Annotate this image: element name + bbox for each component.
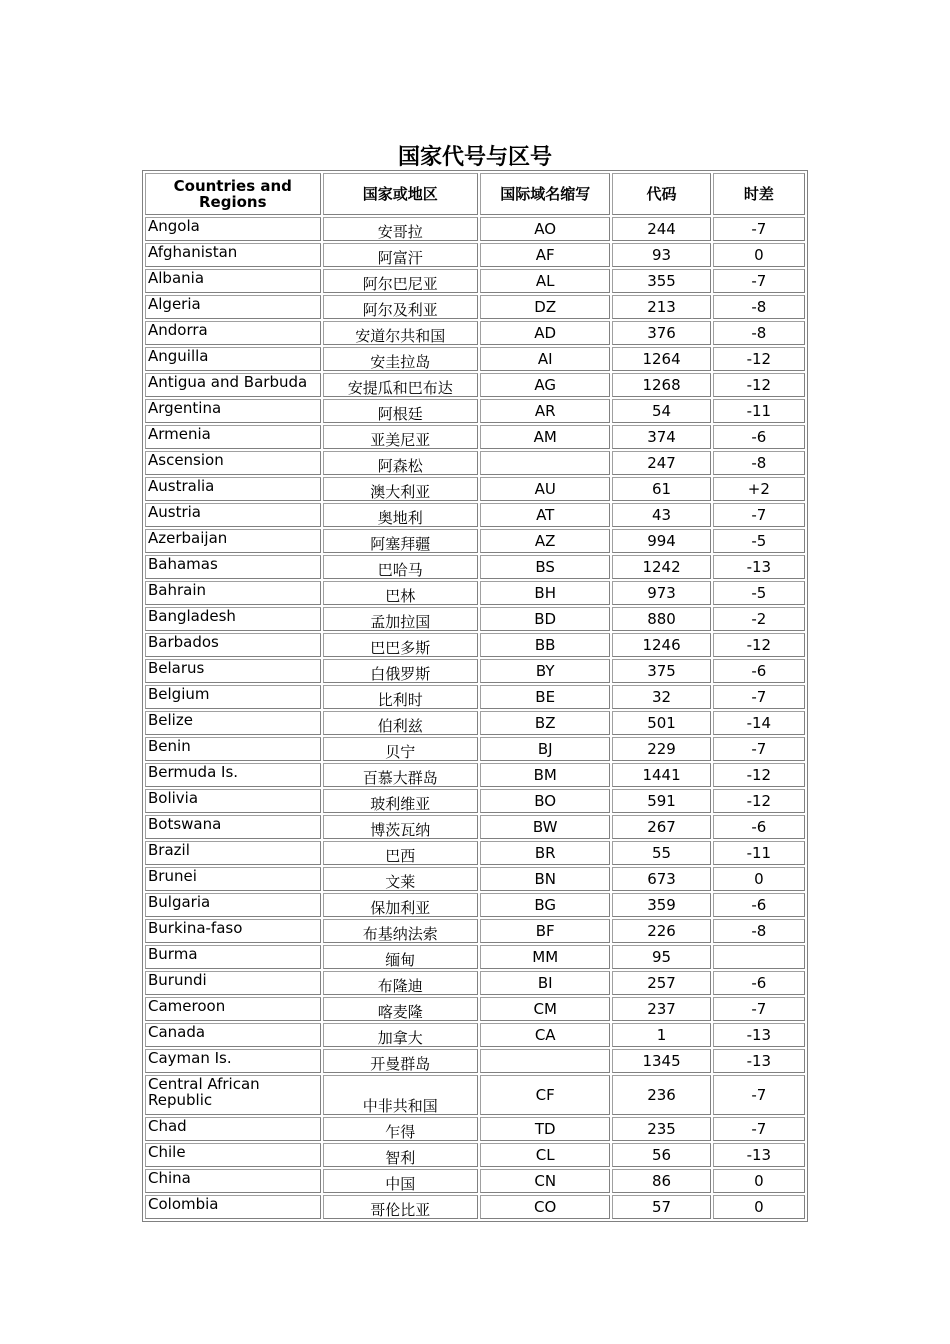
cell-country-en: Belgium xyxy=(145,685,321,709)
cell-country-cn: 白俄罗斯 xyxy=(323,659,478,683)
cell-code: 1242 xyxy=(612,555,710,579)
table-row xyxy=(145,971,805,995)
cell-country-cn: 智利 xyxy=(323,1143,478,1167)
cell-country-cn: 伯利兹 xyxy=(323,711,478,735)
cell-country-en: Bolivia xyxy=(145,789,321,813)
cell-time-diff: -8 xyxy=(713,919,805,943)
cell-domain: MM xyxy=(480,945,610,969)
cell-time-diff: -6 xyxy=(713,659,805,683)
cell-time-diff: -13 xyxy=(713,1049,805,1073)
cell-country-en: Brazil xyxy=(145,841,321,865)
cell-country-en: Antigua and Barbuda xyxy=(145,373,321,397)
cell-code: 244 xyxy=(612,217,710,241)
cell-code: 55 xyxy=(612,841,710,865)
cell-country-en: Belarus xyxy=(145,659,321,683)
cell-time-diff: -7 xyxy=(713,217,805,241)
cell-country-cn: 喀麦隆 xyxy=(323,997,478,1021)
cell-code: 359 xyxy=(612,893,710,917)
cell-code: 591 xyxy=(612,789,710,813)
table-row xyxy=(145,841,805,865)
cell-country-cn: 安道尔共和国 xyxy=(323,321,478,345)
table-body xyxy=(145,217,805,1219)
table-row xyxy=(145,1023,805,1047)
table-row xyxy=(145,477,805,501)
cell-country-cn: 安提瓜和巴布达 xyxy=(323,373,478,397)
cell-code: 56 xyxy=(612,1143,710,1167)
cell-country-cn: 阿富汗 xyxy=(323,243,478,267)
cell-domain: BJ xyxy=(480,737,610,761)
cell-domain: AD xyxy=(480,321,610,345)
cell-country-en: Colombia xyxy=(145,1195,321,1219)
table-row xyxy=(145,607,805,631)
cell-country-en: Austria xyxy=(145,503,321,527)
cell-country-cn: 玻利维亚 xyxy=(323,789,478,813)
table-row xyxy=(145,269,805,293)
cell-domain: DZ xyxy=(480,295,610,319)
table-row xyxy=(145,1195,805,1219)
table-row xyxy=(145,555,805,579)
table-row xyxy=(145,425,805,449)
table-row xyxy=(145,243,805,267)
cell-code: 1 xyxy=(612,1023,710,1047)
cell-country-cn: 布基纳法索 xyxy=(323,919,478,943)
cell-domain: AO xyxy=(480,217,610,241)
cell-country-en: Brunei xyxy=(145,867,321,891)
cell-time-diff: +2 xyxy=(713,477,805,501)
cell-country-en: Barbados xyxy=(145,633,321,657)
cell-code: 1268 xyxy=(612,373,710,397)
cell-country-cn: 缅甸 xyxy=(323,945,478,969)
table-header-row xyxy=(145,173,805,215)
table-row xyxy=(145,789,805,813)
cell-country-cn: 贝宁 xyxy=(323,737,478,761)
cell-country-en: Azerbaijan xyxy=(145,529,321,553)
cell-domain: CL xyxy=(480,1143,610,1167)
cell-code: 1441 xyxy=(612,763,710,787)
cell-code: 226 xyxy=(612,919,710,943)
table-row xyxy=(145,763,805,787)
cell-code: 994 xyxy=(612,529,710,553)
cell-time-diff: -6 xyxy=(713,815,805,839)
cell-country-en: Bangladesh xyxy=(145,607,321,631)
cell-code: 973 xyxy=(612,581,710,605)
cell-country-cn: 巴巴多斯 xyxy=(323,633,478,657)
cell-domain: AT xyxy=(480,503,610,527)
cell-country-en: Angola xyxy=(145,217,321,241)
cell-code: 257 xyxy=(612,971,710,995)
cell-code: 213 xyxy=(612,295,710,319)
cell-time-diff: 0 xyxy=(713,243,805,267)
cell-country-cn: 奥地利 xyxy=(323,503,478,527)
table-row xyxy=(145,1075,805,1115)
cell-code: 673 xyxy=(612,867,710,891)
cell-country-en: Burundi xyxy=(145,971,321,995)
cell-country-en: Afghanistan xyxy=(145,243,321,267)
cell-code: 61 xyxy=(612,477,710,501)
cell-domain: BR xyxy=(480,841,610,865)
cell-country-en: Burma xyxy=(145,945,321,969)
cell-domain: CM xyxy=(480,997,610,1021)
cell-domain: BD xyxy=(480,607,610,631)
table-row xyxy=(145,529,805,553)
cell-domain: AI xyxy=(480,347,610,371)
cell-time-diff: -7 xyxy=(713,997,805,1021)
cell-country-cn: 巴林 xyxy=(323,581,478,605)
cell-country-en: Belize xyxy=(145,711,321,735)
cell-domain: CF xyxy=(480,1075,610,1115)
cell-country-en: Botswana xyxy=(145,815,321,839)
header-code: 代码 xyxy=(612,173,710,215)
cell-time-diff: -12 xyxy=(713,633,805,657)
cell-code: 267 xyxy=(612,815,710,839)
table-row xyxy=(145,581,805,605)
cell-domain: BM xyxy=(480,763,610,787)
cell-domain: BY xyxy=(480,659,610,683)
cell-time-diff: 0 xyxy=(713,1169,805,1193)
cell-country-en: Algeria xyxy=(145,295,321,319)
cell-country-cn: 亚美尼亚 xyxy=(323,425,478,449)
table-row xyxy=(145,399,805,423)
cell-country-en: Chad xyxy=(145,1117,321,1141)
cell-code: 1345 xyxy=(612,1049,710,1073)
cell-domain xyxy=(480,451,610,475)
cell-domain: AF xyxy=(480,243,610,267)
cell-time-diff: -6 xyxy=(713,971,805,995)
cell-domain: TD xyxy=(480,1117,610,1141)
cell-time-diff: -12 xyxy=(713,373,805,397)
cell-domain: AL xyxy=(480,269,610,293)
cell-domain xyxy=(480,1049,610,1073)
header-country-en: Countries and Regions xyxy=(145,173,321,215)
table-row xyxy=(145,945,805,969)
cell-country-cn: 保加利亚 xyxy=(323,893,478,917)
cell-country-en: Albania xyxy=(145,269,321,293)
cell-code: 376 xyxy=(612,321,710,345)
cell-domain: BE xyxy=(480,685,610,709)
cell-code: 247 xyxy=(612,451,710,475)
cell-code: 375 xyxy=(612,659,710,683)
cell-country-cn: 乍得 xyxy=(323,1117,478,1141)
cell-country-en: Cameroon xyxy=(145,997,321,1021)
table-row xyxy=(145,373,805,397)
cell-country-cn: 布隆迪 xyxy=(323,971,478,995)
cell-code: 229 xyxy=(612,737,710,761)
table-row xyxy=(145,347,805,371)
cell-country-cn: 中非共和国 xyxy=(323,1075,478,1115)
table-row xyxy=(145,633,805,657)
cell-country-cn: 巴西 xyxy=(323,841,478,865)
cell-time-diff: -14 xyxy=(713,711,805,735)
cell-domain: BG xyxy=(480,893,610,917)
table-row xyxy=(145,997,805,1021)
cell-time-diff: -12 xyxy=(713,789,805,813)
table-row xyxy=(145,867,805,891)
cell-country-en: Ascension xyxy=(145,451,321,475)
cell-time-diff xyxy=(713,945,805,969)
cell-country-cn: 阿森松 xyxy=(323,451,478,475)
cell-country-cn: 巴哈马 xyxy=(323,555,478,579)
cell-country-cn: 开曼群岛 xyxy=(323,1049,478,1073)
cell-code: 54 xyxy=(612,399,710,423)
table-row xyxy=(145,737,805,761)
cell-time-diff: -7 xyxy=(713,685,805,709)
table-row xyxy=(145,815,805,839)
table-row xyxy=(145,919,805,943)
table-row xyxy=(145,1049,805,1073)
cell-domain: BH xyxy=(480,581,610,605)
cell-time-diff: -5 xyxy=(713,581,805,605)
cell-code: 93 xyxy=(612,243,710,267)
cell-domain: BN xyxy=(480,867,610,891)
table-row xyxy=(145,1143,805,1167)
cell-code: 374 xyxy=(612,425,710,449)
cell-domain: BZ xyxy=(480,711,610,735)
table-row xyxy=(145,893,805,917)
cell-country-en: Chile xyxy=(145,1143,321,1167)
cell-country-en: Canada xyxy=(145,1023,321,1047)
cell-code: 501 xyxy=(612,711,710,735)
page-title: 国家代号与区号 xyxy=(397,144,552,170)
cell-country-cn: 阿尔及利亚 xyxy=(323,295,478,319)
cell-domain: AG xyxy=(480,373,610,397)
cell-domain: BF xyxy=(480,919,610,943)
cell-country-cn: 阿尔巴尼亚 xyxy=(323,269,478,293)
cell-code: 237 xyxy=(612,997,710,1021)
cell-country-en: China xyxy=(145,1169,321,1193)
cell-time-diff: -7 xyxy=(713,1117,805,1141)
table-row xyxy=(145,321,805,345)
cell-time-diff: -11 xyxy=(713,841,805,865)
cell-country-en: Anguilla xyxy=(145,347,321,371)
cell-country-cn: 博茨瓦纳 xyxy=(323,815,478,839)
cell-domain: BB xyxy=(480,633,610,657)
cell-code: 235 xyxy=(612,1117,710,1141)
header-country-cn: 国家或地区 xyxy=(323,173,478,215)
cell-country-en: Bahrain xyxy=(145,581,321,605)
cell-time-diff: -8 xyxy=(713,451,805,475)
cell-country-cn: 阿根廷 xyxy=(323,399,478,423)
cell-code: 43 xyxy=(612,503,710,527)
cell-domain: AZ xyxy=(480,529,610,553)
cell-time-diff: -8 xyxy=(713,295,805,319)
cell-domain: BO xyxy=(480,789,610,813)
cell-time-diff: -12 xyxy=(713,347,805,371)
table-row xyxy=(145,217,805,241)
cell-domain: CN xyxy=(480,1169,610,1193)
cell-country-en: Australia xyxy=(145,477,321,501)
cell-code: 1264 xyxy=(612,347,710,371)
cell-code: 86 xyxy=(612,1169,710,1193)
cell-country-cn: 阿塞拜疆 xyxy=(323,529,478,553)
cell-country-cn: 中国 xyxy=(323,1169,478,1193)
cell-time-diff: -7 xyxy=(713,737,805,761)
cell-time-diff: -7 xyxy=(713,1075,805,1115)
cell-domain: BW xyxy=(480,815,610,839)
cell-time-diff: 0 xyxy=(713,1195,805,1219)
cell-country-cn: 比利时 xyxy=(323,685,478,709)
cell-domain: AR xyxy=(480,399,610,423)
cell-country-en: Benin xyxy=(145,737,321,761)
cell-country-cn: 孟加拉国 xyxy=(323,607,478,631)
cell-time-diff: -12 xyxy=(713,763,805,787)
cell-time-diff: -13 xyxy=(713,555,805,579)
cell-country-en: Bulgaria xyxy=(145,893,321,917)
table-row xyxy=(145,295,805,319)
table-row xyxy=(145,685,805,709)
cell-country-en: Armenia xyxy=(145,425,321,449)
cell-country-cn: 加拿大 xyxy=(323,1023,478,1047)
cell-code: 32 xyxy=(612,685,710,709)
cell-domain: AM xyxy=(480,425,610,449)
cell-time-diff: -2 xyxy=(713,607,805,631)
header-domain: 国际域名缩写 xyxy=(480,173,610,215)
cell-time-diff: -7 xyxy=(713,503,805,527)
cell-country-cn: 文莱 xyxy=(323,867,478,891)
country-code-table xyxy=(142,170,808,1222)
table-row xyxy=(145,711,805,735)
cell-code: 880 xyxy=(612,607,710,631)
cell-country-en: Bermuda Is. xyxy=(145,763,321,787)
cell-country-en: Argentina xyxy=(145,399,321,423)
cell-code: 1246 xyxy=(612,633,710,657)
table-row xyxy=(145,659,805,683)
cell-time-diff: 0 xyxy=(713,867,805,891)
cell-country-cn: 哥伦比亚 xyxy=(323,1195,478,1219)
cell-country-cn: 澳大利亚 xyxy=(323,477,478,501)
cell-domain: BI xyxy=(480,971,610,995)
cell-domain: CA xyxy=(480,1023,610,1047)
cell-domain: AU xyxy=(480,477,610,501)
cell-domain: BS xyxy=(480,555,610,579)
cell-country-en: Cayman Is. xyxy=(145,1049,321,1073)
cell-domain: CO xyxy=(480,1195,610,1219)
cell-time-diff: -6 xyxy=(713,425,805,449)
cell-code: 236 xyxy=(612,1075,710,1115)
table-row xyxy=(145,1169,805,1193)
header-time-diff: 时差 xyxy=(713,173,805,215)
cell-time-diff: -8 xyxy=(713,321,805,345)
cell-country-en: Central African Republic xyxy=(145,1075,321,1115)
cell-time-diff: -13 xyxy=(713,1023,805,1047)
cell-code: 57 xyxy=(612,1195,710,1219)
cell-time-diff: -13 xyxy=(713,1143,805,1167)
cell-country-en: Andorra xyxy=(145,321,321,345)
cell-time-diff: -6 xyxy=(713,893,805,917)
cell-country-cn: 百慕大群岛 xyxy=(323,763,478,787)
cell-country-cn: 安圭拉岛 xyxy=(323,347,478,371)
table-row xyxy=(145,451,805,475)
cell-country-en: Burkina-faso xyxy=(145,919,321,943)
table-row xyxy=(145,1117,805,1141)
table-row xyxy=(145,503,805,527)
cell-time-diff: -11 xyxy=(713,399,805,423)
cell-time-diff: -7 xyxy=(713,269,805,293)
cell-code: 95 xyxy=(612,945,710,969)
cell-country-en: Bahamas xyxy=(145,555,321,579)
cell-time-diff: -5 xyxy=(713,529,805,553)
cell-code: 355 xyxy=(612,269,710,293)
cell-country-cn: 安哥拉 xyxy=(323,217,478,241)
